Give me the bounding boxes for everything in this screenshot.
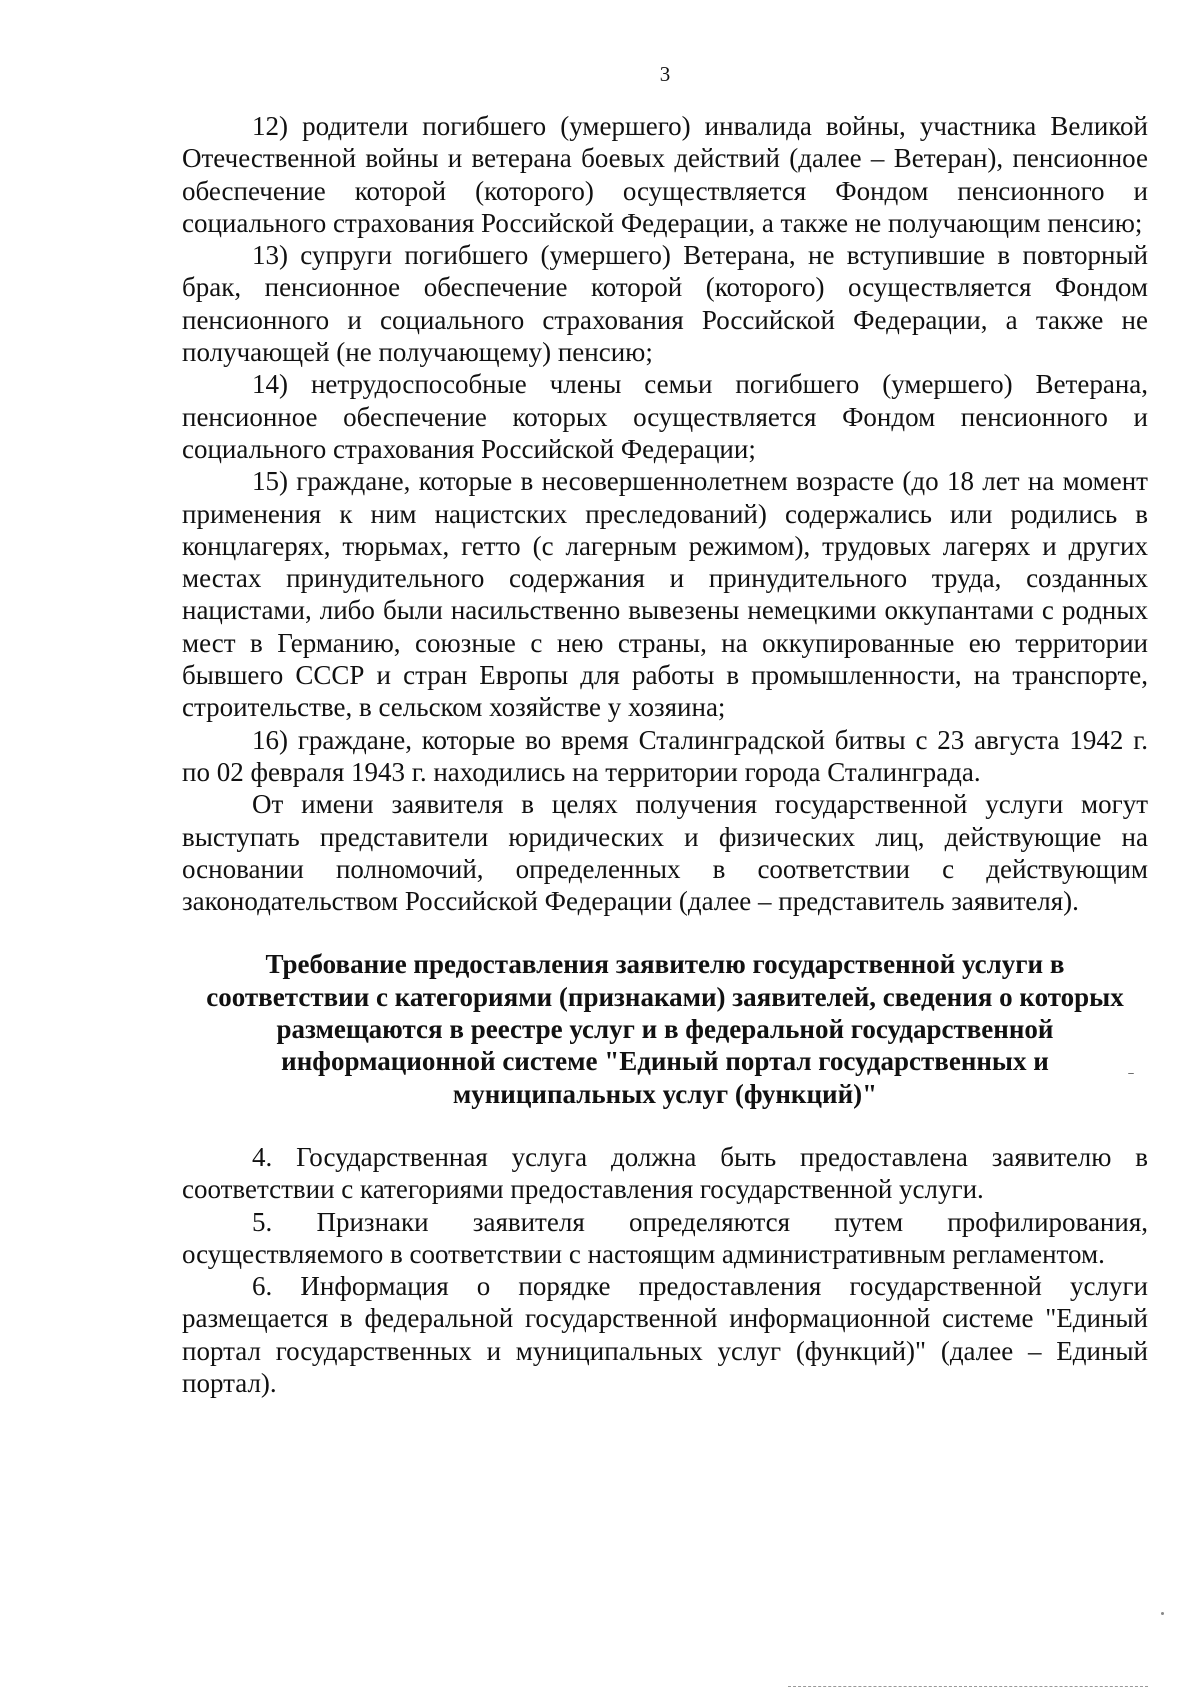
paragraph-item-14: 14) нетрудоспособные члены семьи погибшего (умершего) Ветерана, пенсионное обеспечение которых осуществляется Фондом пенсионного и социального страхования Российской Федерации;: [182, 369, 1148, 464]
scan-artifact-dot: [1161, 1612, 1164, 1615]
section-heading-block: [182, 948, 1148, 1109]
paragraph-representative: От имени заявителя в целях получения государственной услуги могут выступать представители юридических и физических лиц, действующие на основании полномочий, определенных в соответствии с действующим законодательством Российской Федерации (далее – представитель заявителя).: [182, 789, 1148, 917]
page-number: 3: [659, 62, 671, 86]
document-body: [182, 110, 1148, 1399]
paragraph-clause-5: 5. Признаки заявителя определяются путем профилирования, осуществляемого в соответствии с настоящим административным регламентом.: [182, 1206, 1148, 1269]
paragraph-clause-4: 4. Государственная услуга должна быть предоставлена заявителю в соответствии с категориями предоставления государственной услуги.: [182, 1141, 1148, 1205]
paragraph-item-15: 15) граждане, которые в несовершеннолетнем возрасте (до 18 лет на момент применения к ним нацистских преследований) содержались или родились в концлагерях, тюрьмах, гетто (с лагерным режимом), трудовых лагерях и других местах принудительного содержания и принудительного труда, созданных нацистами, либо были насильственно вывезены немецкими оккупантами с родных мест в Германию, союзные с нею страны, на оккупированные ею территории бывшего СССР и стран Европы для работы в промышленности, на транспорте, строительстве, в сельском хозяйстве у хозяина;: [182, 466, 1148, 723]
footer-scan-line: [788, 1686, 1148, 1687]
paragraph-item-16: 16) граждане, которые во время Сталинградской битвы с 23 августа 1942 г. по 02 февраля 1943 г. находились на территории города Сталинграда.: [182, 724, 1148, 787]
paragraph-clause-6: 6. Информация о порядке предоставления государственной услуги размещается в федеральной государственной информационной системе "Единый портал государственных и муниципальных услуг (функций)" (далее – Единый портал).: [182, 1271, 1148, 1398]
paragraph-item-12: 12) родители погибшего (умершего) инвалида войны, участника Великой Отечественной войны и ветерана боевых действий (далее – Ветеран), пенсионное обеспечение которой (которого) осуществляется Фондом пенсионного и социального страхования Российской Федерации, а также не получающим пенсию;: [182, 111, 1148, 238]
scan-artifact-mark: ˉ: [1128, 1068, 1134, 1088]
section-heading: Требование предоставления заявителю государственной услуги в соответствии с категориями (признаками) заявителей, сведения о которых размещаются в реестре услуг и в федеральной государственной информационной системе "Единый портал государственных и муниципальных услуг (функций)": [206, 949, 1124, 1109]
paragraph-item-13: 13) супруги погибшего (умершего) Ветерана, не вступившие в повторный брак, пенсионное обеспечение которой (которого) осуществляется Фондом пенсионного и социального страхования Российской Федерации, а также не получающей (не получающему) пенсию;: [182, 240, 1148, 368]
